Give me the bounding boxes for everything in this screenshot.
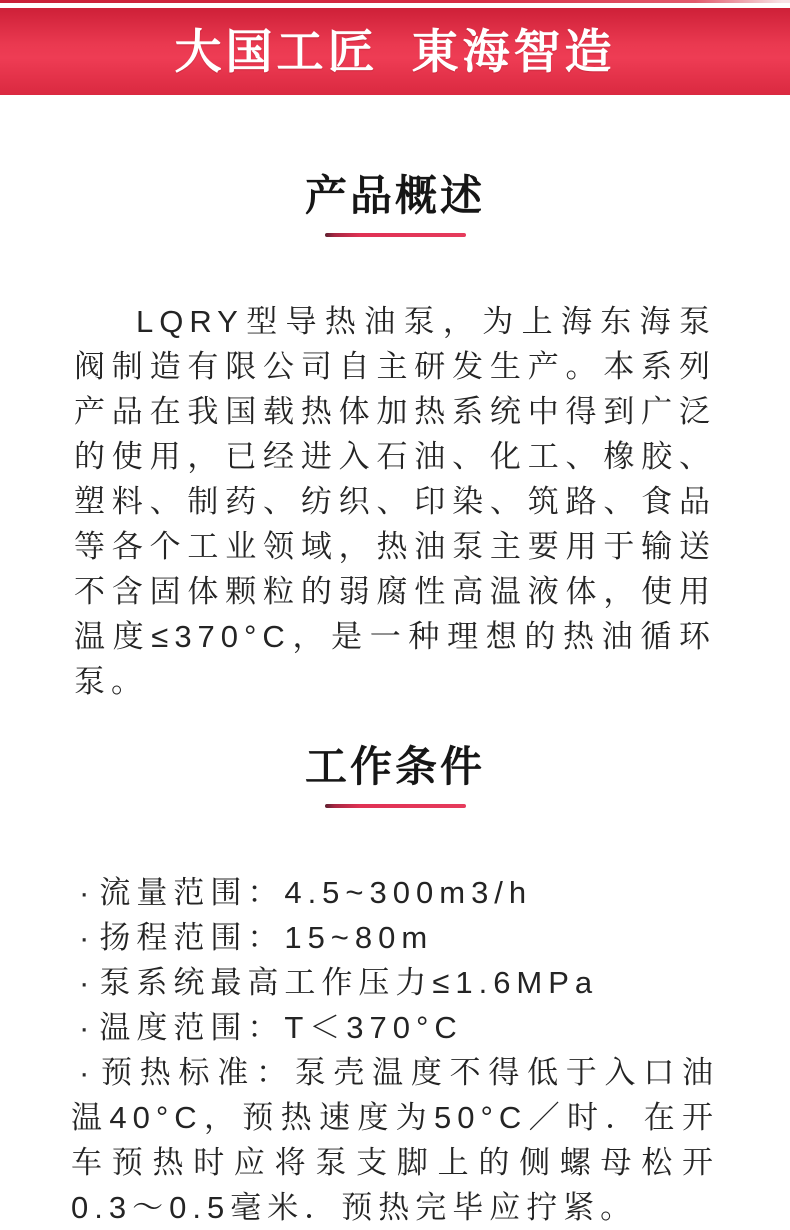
list-item-text: 预热标准：泵壳温度不得低于入口油温40°C，预热速度为50°C／时．在开车预热时应将泵支脚上的侧螺母松开0.3～0.5毫米．预热完毕应拧紧。 — [71, 1055, 719, 1225]
list-item-head-range — [71, 915, 719, 960]
list-item-temp-range — [71, 1005, 719, 1050]
overview-section-title: 产品概述 — [304, 172, 485, 219]
section-working-conditions — [0, 743, 790, 1230]
list-item-text: 扬程范围：15~80m — [99, 920, 434, 955]
list-item-flow-range — [71, 870, 719, 915]
top-accent-line — [0, 0, 790, 3]
section-product-overview — [0, 172, 790, 704]
banner-title: 大国工匠 東海智造 — [174, 25, 616, 78]
conditions-title-underline — [325, 804, 466, 808]
overview-title-underline — [325, 233, 466, 237]
list-item-preheat-standard — [71, 1050, 719, 1230]
bullet-icon: · — [79, 920, 96, 955]
list-item-text: 泵系统最高工作压力≤1.6MPa — [99, 965, 599, 1000]
list-item-text: 温度范围：T＜370°C — [99, 1010, 463, 1045]
overview-paragraph: LQRY型导热油泵，为上海东海泵阀制造有限公司自主研发生产。本系列产品在我国载热体加热系统中得到广泛的使用，已经进入石油、化工、橡胶、塑料、制药、纺织、印染、筑路、食品等各个工业领域，热油泵主要用于输送不含固体颗粒的弱腐性高温液体，使用温度≤370°C，是一种理想的热油循环泵。 — [74, 304, 716, 699]
list-item-text: 流量范围：4.5~300m3/h — [99, 875, 533, 910]
bullet-icon: · — [79, 1010, 96, 1045]
conditions-section-title: 工作条件 — [304, 743, 485, 790]
bullet-icon: · — [79, 1055, 96, 1090]
brand-banner — [0, 8, 790, 95]
bullet-icon: · — [79, 875, 96, 910]
bullet-icon: · — [79, 965, 96, 1000]
spec-list — [71, 870, 719, 1230]
list-item-max-pressure — [71, 960, 719, 1005]
